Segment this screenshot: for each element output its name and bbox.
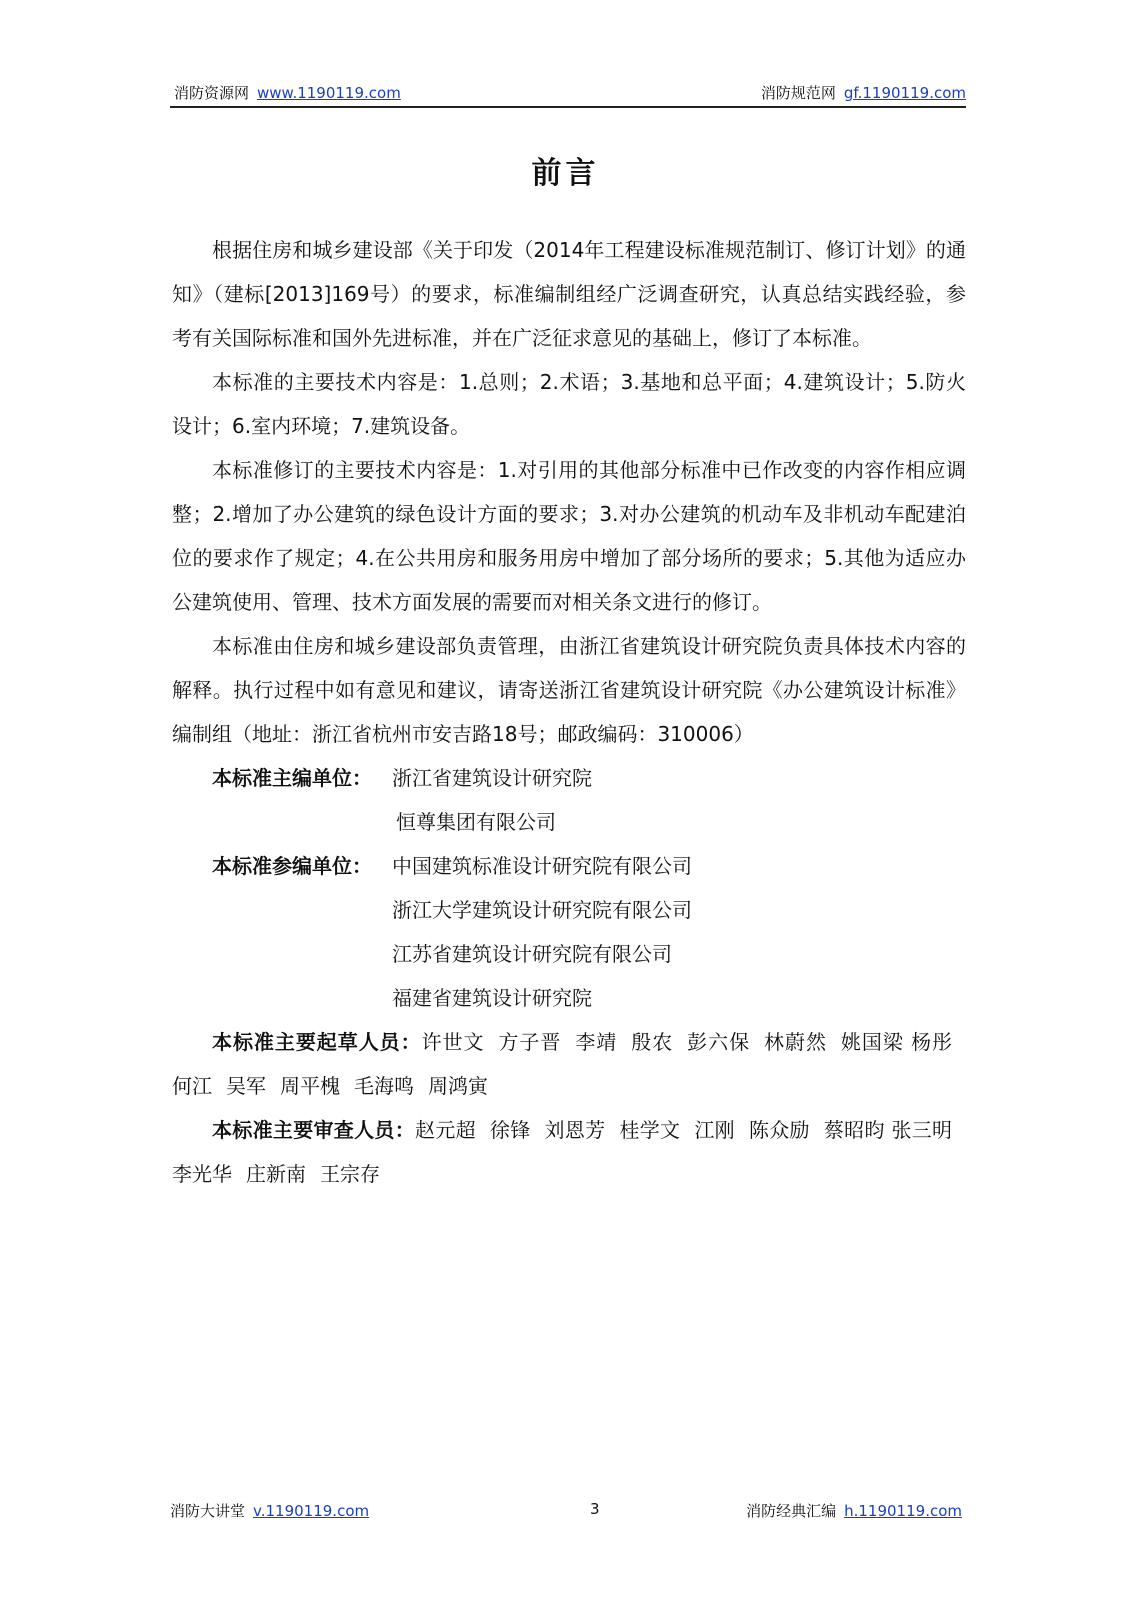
drafter-name: 方子晋: [498, 1030, 562, 1054]
reviewer-name: 王宗存: [320, 1162, 380, 1186]
footer-right-label: 消防经典汇编: [746, 1502, 837, 1520]
drafter-name: 杨彤: [911, 1030, 953, 1054]
chief-units-list: [392, 756, 592, 844]
participating-units: [212, 844, 966, 1020]
page-footer: [170, 1500, 966, 1524]
reviewer-name: 李光华: [172, 1162, 232, 1186]
paragraph-3: 本标准修订的主要技术内容是：1.对引用的其他部分标准中已作改变的内容作相应调整；2.增加了办公建筑的绿色设计方面的要求；3.对办公建筑的机动车及非机动车配建泊位的要求作了规定；4.在公共用房和服务用房中增加了部分场所的要求；5.其他为适应办公建筑使用、管理、技术方面发展的需要而对相关条文进行的修订。: [172, 458, 966, 614]
participating-unit-item: 浙江大学建筑设计研究院有限公司: [392, 898, 692, 922]
paragraph-1: 根据住房和城乡建设部《关于印发（2014年工程建设标准规范制订、修订计划》的通知》（建标[2013]169号）的要求，标准编制组经广泛调查研究，认真总结实践经验，参考有关国际标准和国外先进标准，并在广泛征求意见的基础上，修订了本标准。: [172, 238, 966, 350]
reviewer-name: 庄新南: [246, 1162, 306, 1186]
drafter-name: 毛海鸣: [354, 1074, 414, 1098]
participating-unit-item: 江苏省建筑设计研究院有限公司: [392, 942, 672, 966]
drafter-name: 周平槐: [280, 1074, 340, 1098]
participating-unit-item: 福建省建筑设计研究院: [392, 986, 592, 1010]
header-right-label: 消防规范网: [760, 84, 836, 102]
reviewer-name: 陈众励: [748, 1118, 810, 1142]
chief-unit-item: 浙江省建筑设计研究院: [392, 766, 592, 790]
reviewers-label: 本标准主要审查人员：: [212, 1118, 416, 1142]
page-title: 前言: [531, 156, 600, 191]
reviewer-name: 蔡昭昀: [823, 1118, 885, 1142]
reviewer-name: 张三明: [891, 1118, 953, 1142]
participating-unit-item: 中国建筑标准设计研究院有限公司: [392, 854, 692, 878]
drafter-name: 周鸿寅: [428, 1074, 488, 1098]
chief-unit-item: 恒尊集团有限公司: [396, 810, 556, 834]
drafter-name: 许世文: [421, 1030, 485, 1054]
participating-units-label: 本标准参编单位：: [212, 854, 372, 878]
drafter-name: 姚国梁: [840, 1030, 904, 1054]
drafter-name: 彭六保: [687, 1030, 751, 1054]
reviewer-name: 徐锋: [489, 1118, 531, 1142]
footer-right-link[interactable]: h.1190119.com: [844, 1502, 962, 1520]
reviewers: [172, 1108, 966, 1196]
drafters: [172, 1020, 966, 1108]
chief-units-label: 本标准主编单位：: [212, 766, 372, 790]
footer-left-label: 消防大讲堂: [170, 1502, 246, 1520]
reviewer-name: 江刚: [694, 1118, 735, 1142]
drafters-label: 本标准主要起草人员：: [212, 1030, 422, 1054]
header-left: [174, 82, 401, 103]
paragraph-4: 本标准由住房和城乡建设部负责管理，由浙江省建筑设计研究院负责具体技术内容的解释。执行过程中如有意见和建议，请寄送浙江省建筑设计研究院《办公建筑设计标准》编制组（地址：浙江省杭州市安吉路18号；邮政编码：310006）: [172, 634, 966, 746]
drafter-name: 林蔚然: [764, 1030, 827, 1054]
chief-units: [212, 756, 966, 844]
participating-units-list: [392, 844, 692, 1020]
drafter-name: 李靖: [575, 1030, 618, 1054]
reviewer-name: 赵元超: [415, 1118, 476, 1142]
footer-right: [746, 1500, 962, 1521]
page-header: [170, 80, 966, 108]
reviewer-name: 桂学文: [619, 1118, 681, 1142]
drafter-name: 殷农: [631, 1030, 674, 1054]
drafter-name: 何江: [172, 1074, 212, 1098]
page-number: 3: [590, 1500, 600, 1518]
header-right: [761, 82, 966, 103]
header-left-label: 消防资源网: [174, 84, 250, 102]
preface-body: [172, 228, 966, 1196]
paragraph-2: 本标准的主要技术内容是：1.总则；2.术语；3.基地和总平面；4.建筑设计；5.防火设计；6.室内环境；7.建筑设备。: [172, 370, 966, 438]
drafter-name: 吴军: [226, 1074, 266, 1098]
footer-left: [170, 1500, 369, 1521]
reviewer-name: 刘恩芳: [544, 1118, 606, 1142]
header-right-link[interactable]: gf.1190119.com: [843, 84, 966, 102]
footer-left-link[interactable]: v.1190119.com: [253, 1502, 370, 1520]
header-left-link[interactable]: www.1190119.com: [257, 84, 401, 102]
